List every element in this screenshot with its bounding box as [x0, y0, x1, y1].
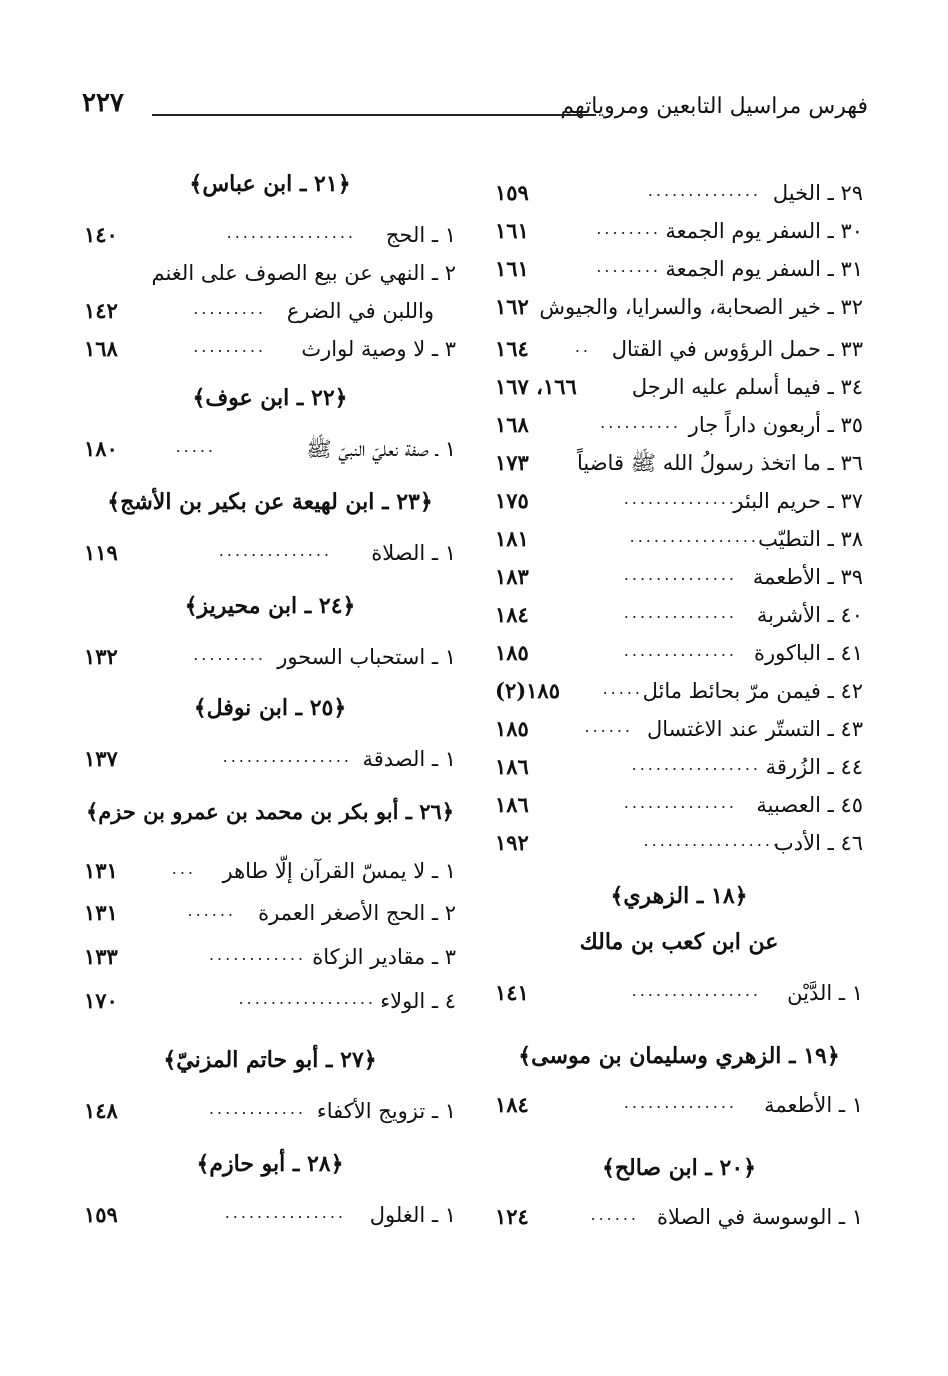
page-header: [82, 88, 868, 128]
entry-page: ١٦١: [495, 256, 529, 281]
entry-title: ١ ـ الحج: [385, 223, 456, 247]
index-entry: [495, 674, 863, 708]
entry-title: ٣٣ ـ حمل الرؤوس في القتال: [611, 337, 863, 361]
entry-title: ١ ـ الغلول: [369, 1203, 456, 1227]
leader-dots: .................: [643, 831, 781, 850]
entry-page: ١٨٣: [495, 564, 529, 589]
leader-dots: ......: [584, 717, 633, 736]
leader-dots: ................: [222, 747, 352, 766]
leader-dots: ................: [631, 981, 761, 1000]
leader-dots: ..............: [623, 641, 737, 660]
leader-dots: ................: [226, 223, 356, 242]
entry-page: ١٨٥(٢): [495, 678, 560, 703]
entry-page: ١٣٧: [84, 746, 118, 771]
section-title: ﴿٢٨ ـ أبو حازم﴾: [196, 1151, 344, 1177]
header-rule: [152, 114, 596, 116]
index-entry: [495, 446, 863, 480]
index-entry: [84, 940, 456, 974]
index-entry: [495, 370, 863, 404]
entry-title: واللبن في الضرع: [286, 299, 434, 323]
entry-title: ٤٦ ـ الأدب: [774, 831, 863, 855]
section-title: ﴿٢١ ـ ابن عباس﴾: [189, 171, 351, 197]
entry-title: ٤٤ ـ الزُرقة: [765, 755, 863, 779]
section-title: ﴿١٨ ـ الزهري﴾: [610, 883, 748, 909]
section-subtitle: عن ابن كعب بن مالك: [579, 929, 779, 955]
section-title: ﴿٢٠ ـ ابن صالح﴾: [601, 1155, 757, 1181]
leader-dots: .....: [175, 437, 216, 456]
entry-page: ١٣٢: [84, 644, 118, 669]
entry-title: ٢ ـ الحج الأصغر العمرة: [258, 901, 456, 925]
entry-page: ١٨٤: [495, 602, 529, 627]
entry-title: ١ ـ الصلاة: [371, 541, 456, 565]
entry-title: ١ ـ الأطعمة: [764, 1093, 863, 1117]
entry-title: ٣٠ ـ السفر يوم الجمعة: [665, 219, 863, 243]
leader-dots: .................: [238, 989, 376, 1008]
entry-title: ٤١ ـ الباكورة: [753, 641, 863, 665]
entry-page: ١٥٩: [84, 1202, 118, 1227]
entry-title: ٤٣ ـ التستّر عند الاغتسال: [646, 717, 863, 741]
entry-title: ١ ـ الصدقة: [362, 747, 456, 771]
leader-dots: ...............: [224, 1203, 346, 1222]
entry-page: ١٥٩: [495, 180, 529, 205]
leader-dots: ..............: [623, 1093, 737, 1112]
index-entry: [84, 1094, 456, 1128]
index-entry: [495, 712, 863, 746]
leader-dots: ..............: [218, 541, 332, 560]
entry-page: ١٦٨: [495, 412, 529, 437]
entry-page: ١٨٥: [495, 640, 529, 665]
entry-page: ١٨٤: [495, 1092, 529, 1117]
index-entry: [84, 294, 456, 328]
entry-title: ١ ـ تزويج الأكفاء: [316, 1099, 456, 1123]
index-entry: [84, 218, 456, 252]
leader-dots: ...: [171, 859, 196, 878]
entry-title: ١ ـ الدَّيْن: [787, 981, 863, 1005]
entry-page: ١٦٢: [495, 294, 529, 319]
leader-dots: ........: [596, 257, 661, 276]
section-title: ﴿١٩ ـ الزهري وسليمان بن موسى﴾: [518, 1043, 840, 1069]
entry-page: ١٣١: [84, 900, 118, 925]
leader-dots: ......: [590, 1205, 639, 1224]
entry-page: ١٤٨: [84, 1098, 118, 1123]
entry-title: ٤٢ ـ فيمن مرّ بحائط مائل: [642, 679, 863, 703]
index-entry: [495, 788, 863, 822]
entry-title: ٢ ـ النهي عن بيع الصوف على الغنم: [151, 261, 456, 285]
index-entry: [84, 742, 456, 776]
entry-title: ٣٥ ـ أربعون داراً جار: [688, 413, 863, 437]
leader-dots: .........: [193, 645, 266, 664]
running-title: فهرس مراسيل التابعين ومروياتهم: [560, 94, 868, 119]
leader-dots: .....: [602, 679, 643, 698]
entry-page: ١٦٨: [84, 336, 118, 361]
entry-title: ١ ـ صفة نعليّ النبيّ ﷺ: [306, 437, 456, 461]
entry-page: ١٦٦، ١٦٧: [495, 374, 577, 399]
entry-title: ٣١ ـ السفر يوم الجمعة: [665, 257, 863, 281]
entry-title: ٣ ـ مقادير الزكاة: [312, 945, 456, 969]
entry-title: ١ ـ لا يمسّ القرآن إلّا طاهر: [222, 859, 456, 883]
leader-dots: .........: [193, 299, 266, 318]
entry-page: ١٨٦: [495, 754, 529, 779]
leader-dots: ................: [629, 527, 759, 546]
index-entry: [495, 176, 863, 210]
entry-page: ١٨١: [495, 526, 529, 551]
entry-title: ٢٩ ـ الخيل: [772, 181, 863, 205]
entry-page: ١٨٥: [495, 716, 529, 741]
index-entry: [495, 750, 863, 784]
index-entry: [495, 252, 863, 286]
section-title: ﴿٢٦ ـ أبو بكر بن محمد بن عمرو بن حزم﴾: [85, 799, 455, 824]
leader-dots: ..............: [623, 793, 737, 812]
entry-page: ١٧٣: [495, 450, 529, 475]
section-title: ﴿٢٤ ـ ابن محيريز﴾: [184, 593, 356, 619]
entry-page: ١٢٤: [495, 1204, 529, 1229]
index-entry: [84, 256, 456, 290]
entry-page: ١٣١: [84, 858, 118, 883]
index-entry: [84, 896, 456, 930]
entry-page: ١٤١: [495, 980, 529, 1005]
leader-dots: ..: [574, 337, 591, 356]
index-entry: [84, 1198, 456, 1232]
section-title: ﴿٢٣ ـ ابن لهيعة عن بكير بن الأشج﴾: [107, 489, 433, 515]
entry-title: ٣٢ ـ خير الصحابة، والسرايا، والجيوش: [539, 295, 863, 319]
entry-title: ٣٨ ـ التطيّب: [758, 527, 863, 551]
leader-dots: ............: [208, 1099, 306, 1118]
index-entry: [495, 976, 863, 1010]
index-entry: [84, 854, 456, 888]
entry-title: ٣٦ ـ ما اتخذ رسولُ الله ﷺ قاضياً: [576, 451, 863, 475]
entry-title: ١ ـ استحباب السحور: [277, 645, 456, 669]
entry-title: ٤٠ ـ الأشربة: [756, 603, 863, 627]
page-number: ٢٢٧: [82, 88, 124, 118]
entry-page: ١٧٥: [495, 488, 529, 513]
index-entry: [495, 214, 863, 248]
entry-page: ١٨٦: [495, 792, 529, 817]
index-entry: [495, 332, 863, 366]
entry-page: ١٧٠: [84, 988, 118, 1013]
leader-dots: ..............: [623, 603, 737, 622]
entry-title: ١ ـ الوسوسة في الصلاة: [656, 1205, 863, 1229]
entry-page: ١٦١: [495, 218, 529, 243]
index-entry: [84, 984, 456, 1018]
index-entry: [495, 290, 863, 324]
leader-dots: ................: [631, 755, 761, 774]
leader-dots: ..............: [647, 181, 761, 200]
section-title: ﴿٢٢ ـ ابن عوف﴾: [192, 385, 348, 411]
entry-title: ٤٥ ـ العصبية: [756, 793, 863, 817]
entry-page: ١٤٠: [84, 222, 118, 247]
entry-page: ١٦٤: [495, 336, 529, 361]
leader-dots: ............: [208, 945, 306, 964]
entry-page: ١١٩: [84, 540, 118, 565]
entry-title: ٣٤ ـ فيما أسلم عليه الرجل: [631, 375, 863, 399]
index-entry: [495, 408, 863, 442]
index-entry: [495, 826, 863, 860]
section-title: ﴿٢٥ ـ ابن نوفل﴾: [193, 695, 347, 721]
leader-dots: ..............: [623, 565, 737, 584]
index-entry: [84, 640, 456, 674]
entry-title: ٣٧ ـ حريم البئر: [733, 489, 863, 513]
entry-title: ٣٩ ـ الأطعمة: [752, 565, 863, 589]
leader-dots: .........: [193, 337, 266, 356]
index-entry: [84, 332, 456, 366]
entry-page: ١٣٣: [84, 944, 118, 969]
section-title: ﴿٢٧ ـ أبو حاتم المزنيّ﴾: [163, 1047, 377, 1073]
entry-title: ٣ ـ لا وصية لوارث: [301, 337, 456, 361]
entry-page: ١٤٢: [84, 298, 118, 323]
index-entry: [495, 522, 863, 556]
leader-dots: ........: [596, 219, 661, 238]
leader-dots: ......: [187, 901, 236, 920]
index-entry: [495, 636, 863, 670]
index-entry: [495, 1088, 863, 1122]
index-entry: [84, 432, 456, 466]
entry-page: ١٨٠: [84, 436, 118, 461]
index-entry: [495, 598, 863, 632]
index-entry: [84, 536, 456, 570]
index-entry: [495, 1200, 863, 1234]
entry-page: ١٩٢: [495, 830, 529, 855]
leader-dots: ...............: [623, 489, 745, 508]
index-entry: [495, 560, 863, 594]
entry-title: ٤ ـ الولاء: [380, 989, 456, 1013]
leader-dots: ..........: [600, 413, 681, 432]
index-entry: [495, 484, 863, 518]
